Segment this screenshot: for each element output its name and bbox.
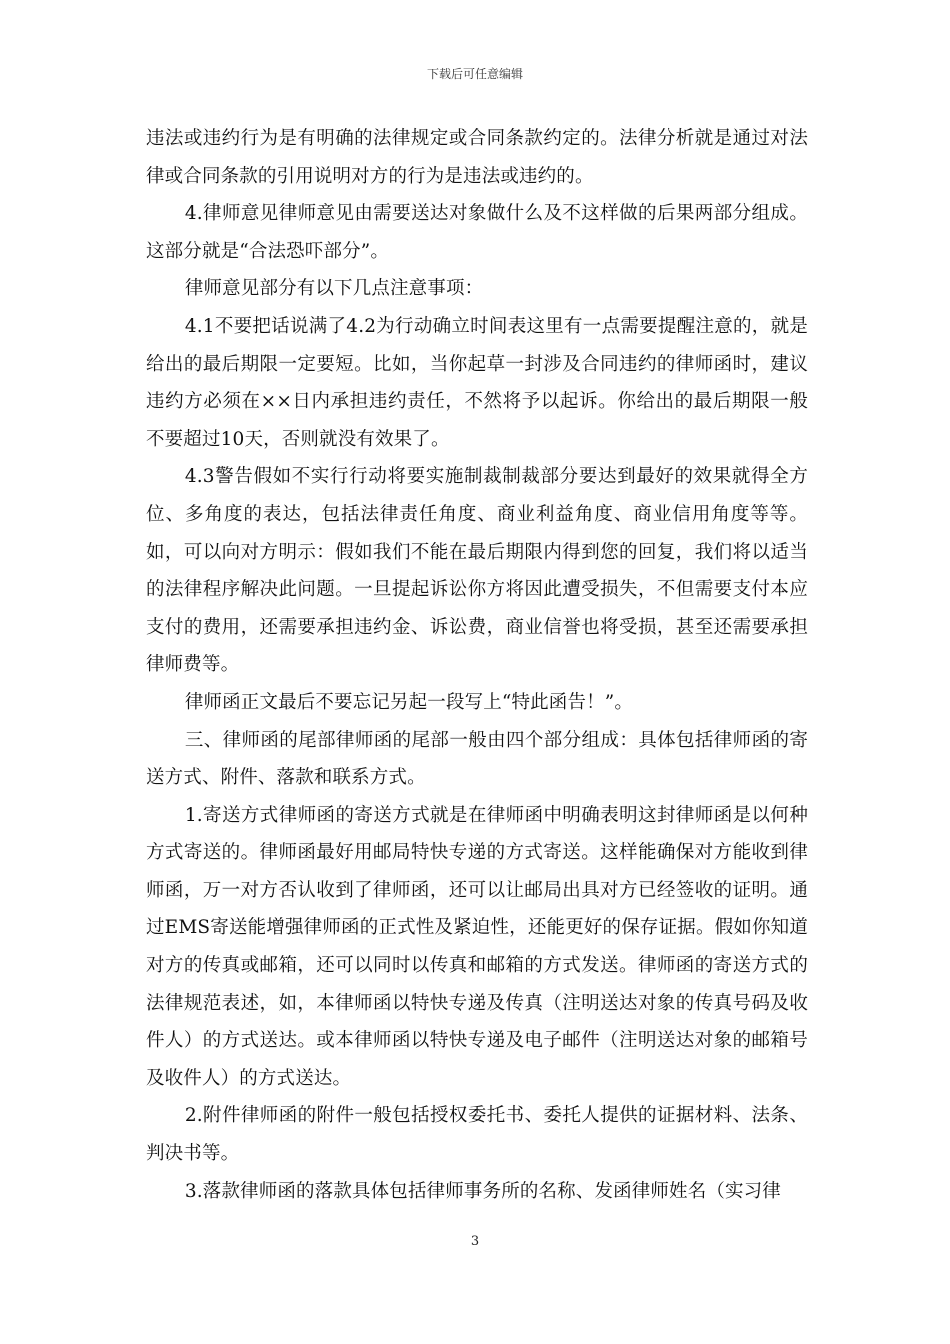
paragraph-deadline: 4.1不要把话说满了4.2为行动确立时间表这里有一点需要提醒注意的，就是给出的最后期限一定要短。比如，当你起草一封涉及合同违约的律师函时，建议违约方必须在××日内承担违约责任，不然将予以起诉。你给出的最后期限一般不要超过10天，否则就没有效果了。	[146, 315, 808, 450]
paragraph-warning: 4.3警告假如不实行行动将要实施制裁制裁部分要达到最好的效果就得全方位、多角度的表达，包括法律责任角度、商业利益角度、商业信用角度等等。如，可以向对方明示：假如我们不能在最后期限内得到您的回复，我们将以适当的法律程序解决此问题。一旦提起诉讼你方将因此遭受损失，不但需要支付本应支付的费用，还需要承担违约金、诉讼费，商业信誉也将受损，甚至还需要承担律师费等。	[146, 466, 808, 676]
page-number: 3	[470, 1234, 480, 1249]
paragraph-opinion-notes: 律师意见部分有以下几点注意事项：	[184, 278, 484, 300]
paragraph-lawyer-opinion: 4.律师意见律师意见由需要送达对象做什么及不这样做的后果两部分组成。这部分就是“合法恐吓部分”。	[146, 203, 808, 262]
paragraph-letter-ending: 三、律师函的尾部律师函的尾部一般由四个部分组成：具体包括律师函的寄送方式、附件、落款和联系方式。	[146, 729, 808, 789]
paragraph-continuation: 违法或违约行为是有明确的法律规定或合同条款约定的。法律分析就是通过对法律或合同条款的引用说明对方的行为是违法或违约的。	[146, 128, 808, 187]
page-header: 下载后可任意编辑	[426, 67, 523, 81]
paragraph-attachments: 2.附件律师函的附件一般包括授权委托书、委托人提供的证据材料、法条、判决书等。	[146, 1105, 808, 1165]
document-body	[146, 120, 808, 1210]
paragraph-delivery-method: 1.寄送方式律师函的寄送方式就是在律师函中明确表明这封律师函是以何种方式寄送的。律师函最好用邮局特快专递的方式寄送。这样能确保对方能收到律师函，万一对方否认收到了律师函，还可以让邮局出具对方已经签收的证明。通过EMS寄送能增强律师函的正式性及紧迫性，还能更好的保存证据。假如你知道对方的传真或邮箱，还可以同时以传真和邮箱的方式发送。律师函的寄送方式的法律规范表述，如，本律师函以特快专递及传真（注明送达对象的传真号码及收件人）的方式送达。或本律师函以特快专递及电子邮件（注明送达对象的邮箱号及收件人）的方式送达。	[146, 804, 808, 1089]
paragraph-signature: 3.落款律师函的落款具体包括律师事务所的名称、发函律师姓名（实习律	[184, 1180, 781, 1202]
paragraph-closing-phrase: 律师函正文最后不要忘记另起一段写上“特此函告！”。	[184, 691, 634, 713]
